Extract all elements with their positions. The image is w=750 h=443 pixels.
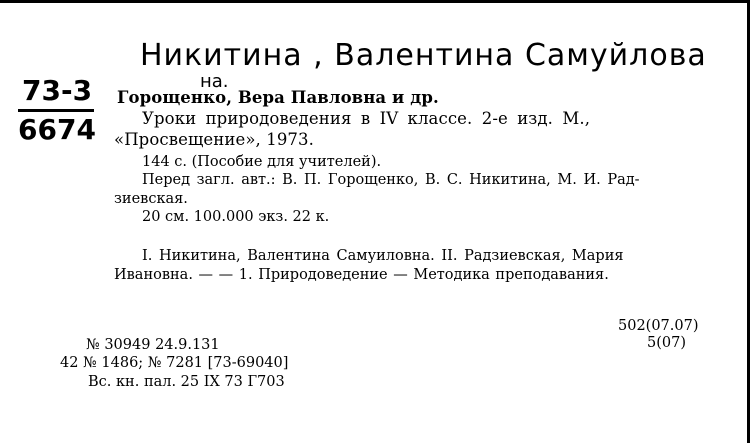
author-heading: Горощенко, Вера Павловна и др. (117, 88, 439, 107)
classification-primary: 502(07.07) (618, 318, 699, 334)
tracings-line-2: Ивановна. — — 1. Природоведение — Методика преподавания. (114, 267, 609, 283)
shelf-mark-divider (18, 109, 94, 112)
classification-secondary: 5(07) (647, 335, 686, 351)
handwritten-continuation: на. (200, 71, 229, 92)
shelf-mark-bottom: 6674 (18, 113, 96, 146)
card-number-line: № 30949 24.9.131 (86, 337, 220, 353)
print-line: Вс. кн. пал. 25 IX 73 Г703 (88, 374, 285, 390)
title-line-2: «Просвещение», 1973. (114, 130, 314, 149)
authors-note-line-2: зиевская. (114, 191, 188, 207)
tracings-line-1: I. Никитина, Валентина Самуиловна. II. Радзиевская, Мария (142, 248, 624, 264)
order-line: 42 № 1486; № 7281 [73-69040] (60, 355, 289, 371)
handwritten-author-line: Никитина , Валентина Самуйлова (140, 38, 707, 73)
pages-line: 144 с. (Пособие для учителей). (142, 154, 382, 170)
shelf-mark-top: 73-3 (22, 74, 93, 107)
authors-note-line-1: Перед загл. авт.: В. П. Горощенко, В. С. Никитина, М. И. Рад- (142, 172, 640, 188)
format-line: 20 см. 100.000 экз. 22 к. (142, 209, 330, 225)
title-line-1: Уроки природоведения в IV классе. 2-е изд. М., (142, 109, 591, 128)
